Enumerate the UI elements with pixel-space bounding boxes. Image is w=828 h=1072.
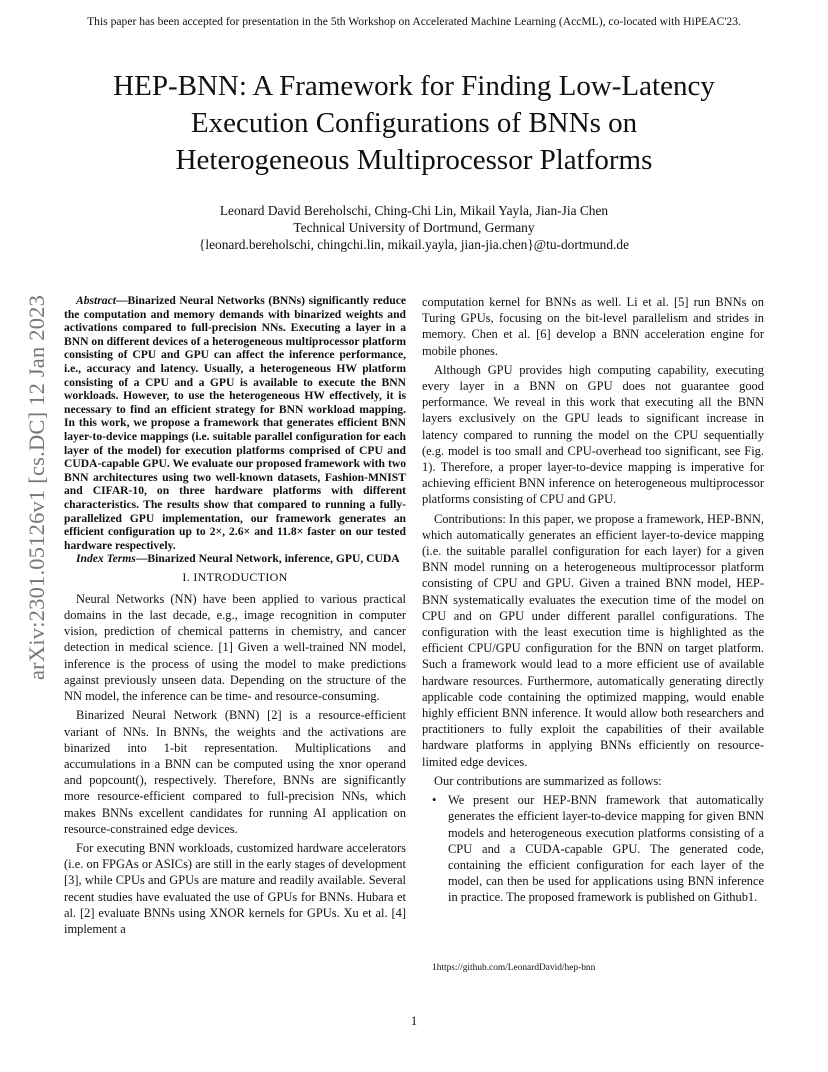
arxiv-stamp-text: arXiv:2301.05126v1 [cs.DC] 12 Jan 2023: [24, 294, 49, 680]
abstract-text: —Binarized Neural Networks (BNNs) significantly reduce the computation and memory demands with binarized weights and activations compared to full-precision NNs. Executing a layer in a BNN on different devices of a heterogeneous multiprocessor platform consisting of CPU and GPU can affect the inference performance, i.e., accuracy and latency. Usually, a heterogeneous HW platform consisting of a CPU and a GPU is available to execute the BNN workloads. However, to use the heterogeneous HW effectively, it is necessary to find an efficient strategy for BNN workload mapping. In this work, we propose a framework that generates efficient BNN layer-to-device mappings (i.e. suitable parallel configuration for each layer of the model) for execution platforms comprised of CPU and CUDA-capable GPU. We evaluate our proposed framework with two BNN architectures using two well-known datasets, Fashion-MNIST and CIFAR-10, on three hardware platforms with different characteristics. The results show that compared to running a fully-parallelized GPU implementation, our framework generates an efficient configuration up to 2×, 2.6× and 11.8× faster on our tested hardware respectively.: [64, 294, 406, 552]
affiliation: Technical University of Dortmund, Germany: [293, 220, 535, 235]
section-title-introduction: I. INTRODUCTION: [182, 569, 288, 584]
contributions-list: [422, 792, 764, 905]
arxiv-stamp: [22, 290, 52, 680]
contributions-paragraph: Contributions: In this paper, we propose a framework, HEP-BNN, which automatically generates an efficient layer-to-device mapping (i.e. the suitable parallel configuration for each layer) for a given BNN model running on a heterogeneous multiprocessor platform consisting of CPU and GPU. Given a trained BNN model, HEP-BNN systematically evaluates the execution time of the model on CPU and on GPU under different parallel configurations. The configuration with the least execution time is highlighted as the efficient CPU/GPU configuration for the BNN on target platform. Such a framework would lead to a more efficient use of available hardware resources. Furthermore, automatically generating directly applicable code containing the optimized mapping, would enable highly efficient BNN inference. It would allow both researchers and practitioners to fully exploit the capabilities of their available hardware platforms in applying BNNs efficiently on resource-limited edge devices.: [422, 511, 764, 769]
author-emails: {leonard.bereholschi, chingchi.lin, mikail.yayla, jian-jia.chen}@tu-dortmund.de: [198, 237, 630, 252]
intro-paragraph-5: Although GPU provides high computing capability, executing every layer in a BNN on GPU does not guarantee good performance. We reveal in this work that executing all the BNN layers exclusively on the GPU leads to significant increase in latency compared to running the model on the CPU sequentially (e.g. model is too small and CPU-overhead too significant, see Fig. 1). Therefore, a proper layer-to-device mapping is imperative for achieving efficient BNN inference on heterogeneous multiprocessor platforms consisting of CPU and GPU.: [422, 362, 764, 507]
title-line-1: HEP-BNN: A Framework for Finding Low-Latency: [113, 70, 715, 102]
intro-paragraph-3: For executing BNN workloads, customized hardware accelerators (i.e. on FPGAs or ASICs) are still in the early stages of development [3], while CPUs and GPUs are mature and readily available. Several recent studies have evaluated the use of GPUs for BNNs. Hubara et al. [2] evaluate BNNs using XNOR kernels for GPUs. Xu et al. [4] implement a: [64, 840, 406, 936]
title-line-2: Execution Configurations of BNNs on: [190, 107, 638, 139]
index-terms-lead: Index Terms: [76, 552, 136, 566]
acceptance-notice: This paper has been accepted for presentation in the 5th Workshop on Accelerated Machine Learning (AccML), co-located with HiPEAC'23.: [87, 15, 741, 28]
intro-paragraph-1: Neural Networks (NN) have been applied to various practical domains in the last decade, e.g., image recognition in computer vision, prediction of chemical patterns in chemistry, and cancer detection in medical science. [1] Given a well-trained NN model, inference is the process of using the model to make predictions against previously unseen data. Depending on the structure of the NN model, the inference can be time- and resource-consuming.: [64, 591, 406, 704]
abstract: [64, 294, 406, 552]
right-column: [422, 294, 764, 906]
author-block: [0, 202, 828, 253]
abstract-lead: Abstract: [76, 294, 116, 307]
left-column: [64, 294, 406, 940]
paper-title: [40, 68, 788, 179]
author-names: Leonard David Bereholschi, Ching-Chi Lin, Mikail Yayla, Jian-Jia Chen: [219, 203, 609, 218]
intro-paragraph-4: computation kernel for BNNs as well. Li et al. [5] run BNNs on Turing GPUs, focusing on the bit-level parallelism and strides in memory. Chen et al. [6] develop a BNN acceleration engine for mobile phones.: [422, 295, 764, 358]
footnote: 1https://github.com/LeonardDavid/hep-bnn: [432, 963, 596, 973]
page-number: 1: [410, 1014, 418, 1028]
contributions-summary-lead: Our contributions are summarized as follows:: [434, 773, 662, 788]
list-item: • We present our HEP-BNN framework that automatically generates the efficient layer-to-device mapping for given BNN models and heterogeneous execution platforms consisting of a CPU and a CUDA-capable GPU. The generated code, containing the efficient configuration for each layer of the model, can then be used for applications using BNN inference in practice. The proposed framework is published on Github1.: [448, 792, 764, 905]
intro-paragraph-2: Binarized Neural Network (BNN) [2] is a resource-efficient variant of NNs. In BNNs, the weights and the activations are binarized into 1-bit representation. Multiplications and accumulations in a BNN can be computed using the xnor operand and popcount(), respectively. Therefore, BNNs are significantly more resource-efficient compared to full-precision NNs, which makes BNNs excellent candidates for running AI application on resource-constrained edge devices.: [64, 708, 406, 836]
index-terms-text: —Binarized Neural Network, inference, GPU, CUDA: [135, 552, 400, 566]
title-line-3: Heterogeneous Multiprocessor Platforms: [175, 144, 653, 176]
index-terms: [64, 552, 406, 566]
